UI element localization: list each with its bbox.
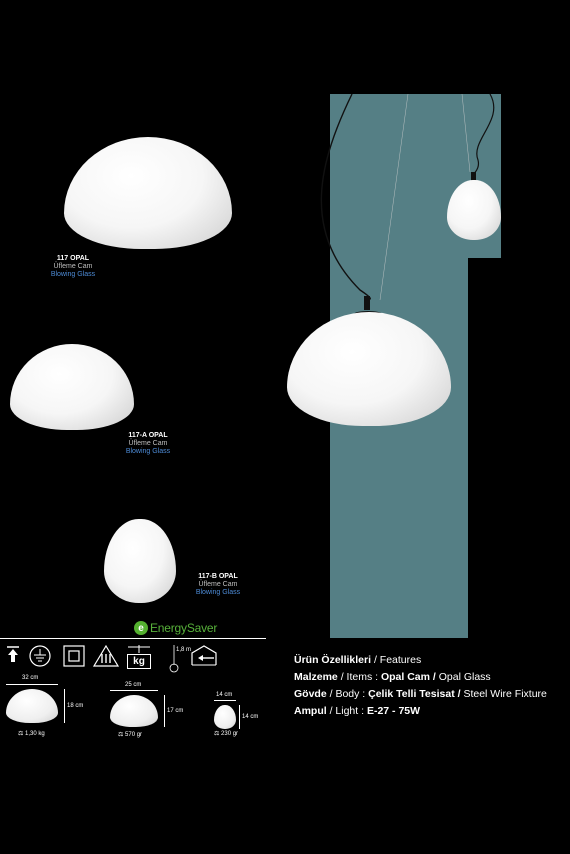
mini-shade-117a — [110, 695, 158, 727]
dimension-width: 25 cm — [125, 682, 142, 688]
features-title-bold: Ürün Özellikleri — [294, 654, 372, 666]
kg-box: kg — [127, 654, 151, 669]
ceiling-mount-icon — [5, 645, 21, 663]
bulb-label: Ampul — [294, 705, 327, 717]
product-type-en: Blowing Glass — [195, 589, 241, 596]
product-type-tr: Üfleme Cam — [53, 263, 93, 270]
dimension-height: 18 cm — [67, 703, 84, 709]
width-line — [214, 700, 236, 701]
product-type-tr: Üfleme Cam — [198, 581, 238, 588]
product-code: 117-A OPAL — [128, 432, 168, 439]
height-label: 1,8 m — [176, 647, 192, 653]
energy-saver-text — [150, 621, 217, 635]
height-line — [64, 689, 65, 723]
dimension-weight — [18, 730, 45, 737]
bulb-value: E-27 - 75W — [366, 705, 421, 717]
product-code: 117 OPAL — [56, 255, 90, 262]
weight-value: 570 gr — [125, 732, 143, 738]
dimension-drawing-117 — [0, 675, 84, 745]
mini-shade-117b — [214, 705, 236, 729]
mini-shade-117 — [6, 689, 58, 723]
product-code: 117-B OPAL — [198, 573, 238, 580]
distance-arrow-icon — [190, 645, 218, 667]
weight-icon: ⚖ — [118, 732, 126, 738]
double-insulation-icon — [63, 645, 85, 667]
protection-class-icon — [93, 645, 119, 667]
features-bulb — [294, 703, 566, 720]
weight-value: 230 gr — [221, 731, 239, 737]
hanging-height-icon — [164, 645, 192, 675]
dimension-width: 32 cm — [22, 675, 39, 681]
product-117a-caption — [104, 432, 192, 456]
icon-row-divider — [0, 638, 266, 639]
product-type-en: Blowing Glass — [50, 271, 96, 278]
product-117-caption — [28, 255, 118, 279]
material-label: Malzeme — [294, 671, 338, 683]
features-title — [294, 652, 566, 669]
dimension-weight — [214, 730, 238, 737]
bulb-label-en: / Light : — [326, 705, 367, 717]
dimension-weight — [118, 731, 142, 738]
product-type-tr: Üfleme Cam — [128, 440, 168, 447]
weight-icon: ⚖ — [18, 731, 26, 737]
energy-word: Energy — [150, 621, 187, 635]
energy-e-icon: e — [134, 621, 148, 635]
dimension-drawing-117b — [210, 692, 270, 744]
dimension-width: 14 cm — [216, 692, 233, 698]
dimension-drawing-117a — [104, 682, 194, 744]
saver-word: Saver — [186, 621, 218, 635]
height-line — [164, 695, 165, 727]
dimension-height: 14 cm — [242, 714, 259, 720]
features-material — [294, 669, 566, 686]
material-label-en: / Items : — [337, 671, 381, 683]
width-line — [6, 684, 58, 685]
width-line — [110, 690, 158, 691]
dimension-height: 17 cm — [167, 708, 184, 714]
energy-saver-logo — [134, 619, 234, 637]
product-117b-caption — [174, 573, 262, 597]
body-label-en: / Body : — [326, 688, 369, 700]
body-value-en: Steel Wire Fixture — [460, 688, 547, 700]
product-features — [294, 652, 566, 720]
material-value-en: Opal Glass — [435, 671, 491, 683]
weight-icon: ⚖ — [214, 731, 222, 737]
height-line — [239, 705, 240, 729]
earth-ground-icon — [29, 645, 51, 667]
features-body — [294, 686, 566, 703]
product-type-en: Blowing Glass — [125, 448, 171, 455]
body-value: Çelik Telli Tesisat / — [368, 688, 461, 700]
weight-icon — [126, 645, 152, 669]
weight-value: 1,30 kg — [25, 731, 45, 737]
features-title-light: / Features — [371, 654, 422, 666]
material-value: Opal Cam / — [380, 671, 436, 683]
body-label: Gövde — [294, 688, 327, 700]
